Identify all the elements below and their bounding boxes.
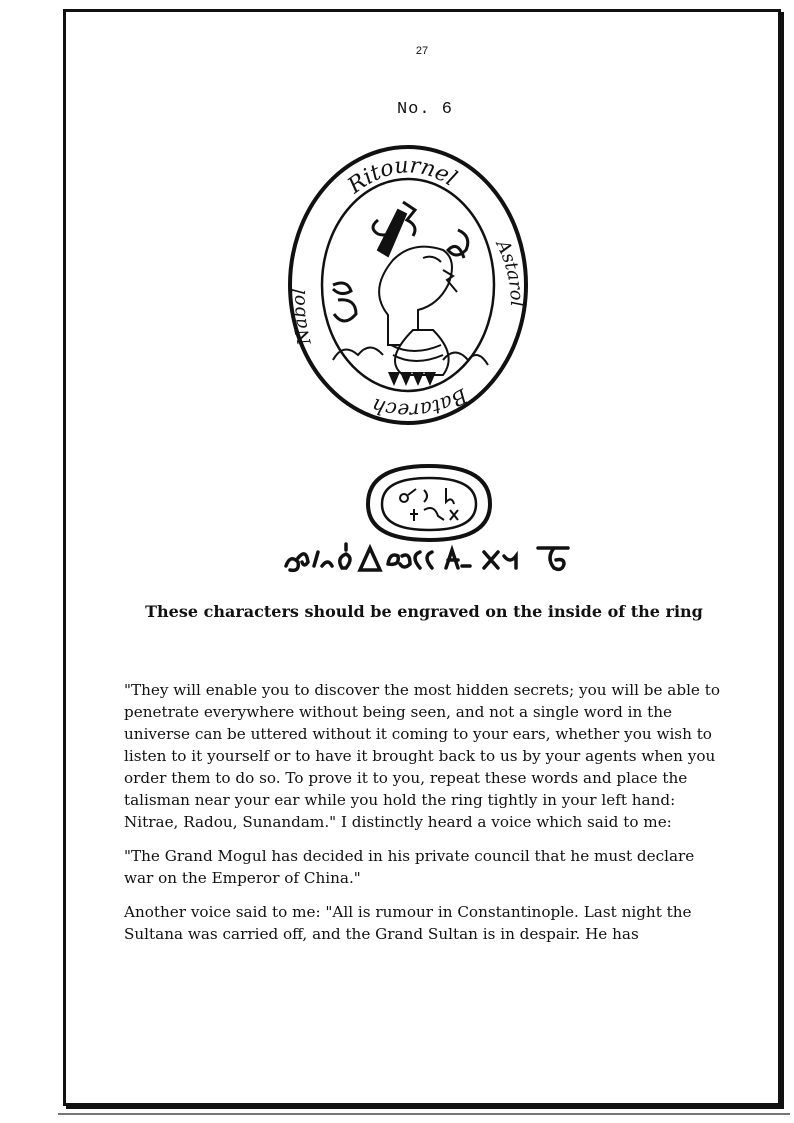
paragraph: "The Grand Mogul has decided in his private council that he must declare war on the Emperor of China." — [124, 847, 695, 887]
seal-name-right: Astarol — [491, 236, 528, 307]
talisman-seal-illustration — [283, 140, 533, 430]
ring-characters-script — [280, 538, 590, 578]
body-text — [124, 679, 724, 957]
page-number: 27 — [415, 45, 429, 57]
bottom-rule — [58, 1113, 790, 1115]
seal-name-bottom: Batarech — [368, 383, 472, 424]
seal-name-top: Ritournel — [343, 153, 461, 199]
paragraph: "They will enable you to discover the most hidden secrets; you will be able to penetrate everywhere without being seen, and not a single word in the universe can be uttered without it coming to your ears, whether you wish to listen to it yourself or to have it brought back to us by your agents when you order them to do so. To prove it to you, repeat these words and place the talisman near your ear while you hold the ring tightly in your left hand: Nitrae, Radou, Sunandam." I distinctly heard a voice which said to me: — [124, 681, 720, 831]
seal-name-left: Nabol — [288, 288, 316, 347]
plate-number: No. 6 — [396, 100, 453, 119]
ring-illustration — [360, 462, 498, 546]
engraving-caption: These characters should be engraved on the inside of the ring — [145, 602, 703, 621]
paragraph: Another voice said to me: "All is rumour in Constantinople. Last night the Sultana was carried off, and the Grand Sultan is in despair. He has — [124, 903, 692, 943]
